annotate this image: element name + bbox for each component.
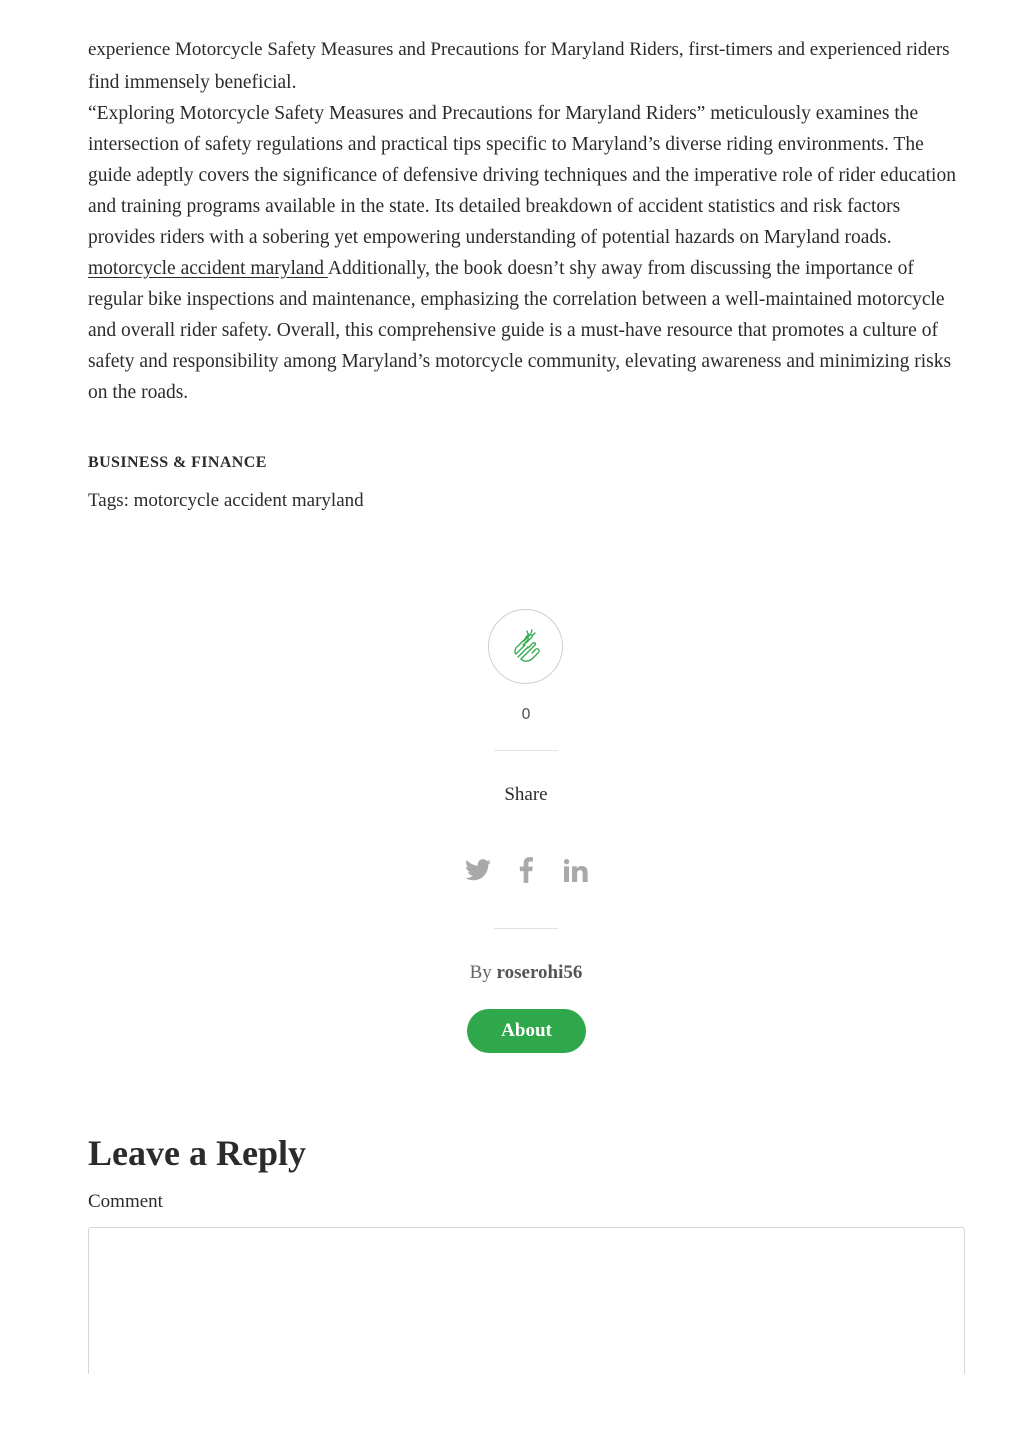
paragraph-text-before-link: “Exploring Motorcycle Safety Measures and Precautions for Maryland Riders” meticulously examines the intersection of safety regulations and practical tips specific to Maryland’s diverse riding environments. The guide adeptly covers the significance of defensive driving techniques and the imperative role of rider education and training programs available in the state. Its detailed breakdown of accident statistics and risk factors provides riders with a sobering yet empowering understanding of potential hazards on Maryland roads. [88, 103, 956, 248]
tag-link[interactable]: motorcycle accident maryland [133, 490, 364, 511]
twitter-icon [465, 859, 491, 881]
previous-text-fragment: experience Motorcycle Safety Measures and Precautions for Maryland Riders, first-timers and experienced riders [88, 39, 950, 60]
leave-reply-heading: Leave a Reply [88, 1133, 306, 1173]
linkedin-icon [564, 859, 587, 882]
twitter-share-button[interactable] [464, 855, 492, 885]
facebook-share-button[interactable] [515, 855, 537, 885]
facebook-icon [519, 857, 533, 883]
by-label: By [469, 962, 497, 983]
divider [494, 750, 558, 751]
category-label[interactable]: BUSINESS & FINANCE [88, 454, 267, 471]
comment-textarea[interactable] [88, 1227, 965, 1397]
tags-line [88, 490, 364, 512]
author-byline [376, 962, 676, 984]
linkedin-share-button[interactable] [562, 855, 588, 885]
paragraph-text-after-link: Additionally, the book doesn’t shy away from discussing the importance of regular bike inspections and maintenance, emphasizing the correlation between a well-maintained motorcycle and overall rider safety. Overall, this comprehensive guide is a must-have resource that promotes a culture of safety and responsibility among Maryland’s motorcycle community, elevating awareness and minimizing risks on the roads. [88, 258, 952, 403]
article-body [88, 67, 958, 408]
divider [494, 928, 558, 929]
author-name[interactable]: roserohi56 [496, 962, 583, 983]
article-first-line: find immensely beneficial. [88, 72, 297, 93]
article-paragraph [88, 98, 958, 408]
page-bottom-area [0, 1374, 1024, 1449]
share-label: Share [504, 784, 548, 805]
motorcycle-accident-link[interactable]: motorcycle accident maryland [88, 258, 328, 279]
about-button[interactable]: About [467, 1009, 586, 1053]
tags-label: Tags: [88, 490, 134, 511]
clap-count: 0 [521, 705, 531, 723]
clap-button[interactable] [488, 609, 563, 684]
clap-hands-icon [506, 627, 546, 667]
comment-label: Comment [88, 1191, 163, 1212]
